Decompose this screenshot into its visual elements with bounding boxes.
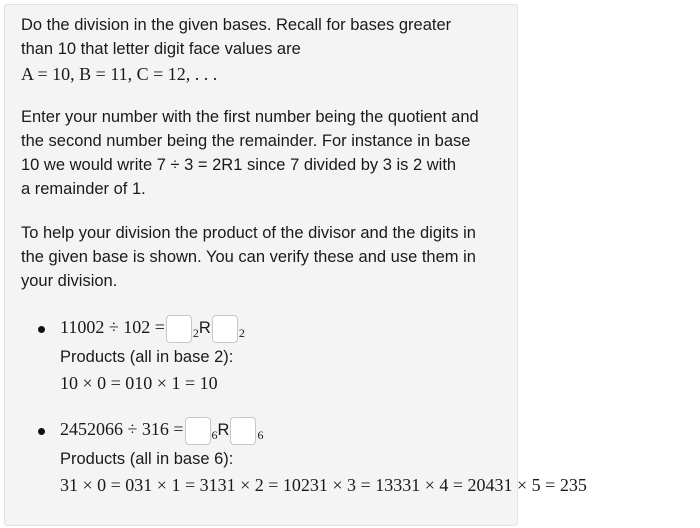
- instructions-line-3: 10 we would write 7 ÷ 3 = 2R1 since 7 divided by 3 is 2 with: [21, 156, 457, 174]
- instructions-line-4: a remainder of 1.: [21, 180, 146, 198]
- remainder-label: R: [198, 319, 211, 338]
- problem-2-equation: [60, 417, 263, 445]
- problem-2-products: 31 × 0 = 031 × 1 = 3131 × 2 = 10231 × 3 = 13331 × 4 = 20431 × 5 = 235: [60, 475, 587, 495]
- remainder-input[interactable]: [230, 417, 256, 445]
- instructions-line-1: Enter your number with the first number being the quotient and: [21, 108, 479, 126]
- problem-2-dividend: 2452066: [60, 419, 123, 440]
- problem-2-divisor: 316: [141, 419, 169, 440]
- divide-sign: ÷: [108, 317, 119, 338]
- help-line-2: the given base is shown. You can verify these and use them in: [21, 248, 476, 266]
- remainder-label: R: [217, 421, 230, 440]
- bullet-icon: [38, 428, 45, 435]
- problem-2-products-label: Products (all in base 6):: [60, 450, 234, 468]
- problem-1-products: 10 × 0 = 010 × 1 = 10: [60, 373, 218, 393]
- quotient-input[interactable]: [185, 417, 211, 445]
- intro-line-1: Do the division in the given bases. Recall for bases greater: [21, 16, 452, 34]
- bullet-icon: [38, 326, 45, 333]
- instructions-line-2: the second number being the remainder. For instance in base: [21, 132, 471, 150]
- intro-line-3: A = 10, B = 11, C = 12, . . .: [21, 64, 218, 84]
- problem-1-products-label: Products (all in base 2):: [60, 348, 234, 366]
- equals-sign: =: [173, 419, 184, 440]
- equals-sign: =: [154, 317, 165, 338]
- remainder-input[interactable]: [212, 315, 238, 343]
- help-line-3: your division.: [21, 272, 118, 290]
- quotient-base: 6: [211, 428, 218, 443]
- problem-1-equation: [60, 315, 245, 343]
- intro-line-2: than 10 that letter digit face values are: [21, 40, 301, 58]
- remainder-base: 6: [257, 428, 264, 443]
- problem-1-divisor: 102: [123, 317, 151, 338]
- remainder-base: 2: [238, 326, 245, 341]
- divide-sign: ÷: [127, 419, 138, 440]
- quotient-input[interactable]: [166, 315, 192, 343]
- problem-1-dividend: 11002: [60, 317, 105, 338]
- help-line-1: To help your division the product of the divisor and the digits in: [21, 224, 476, 242]
- quotient-base: 2: [192, 326, 199, 341]
